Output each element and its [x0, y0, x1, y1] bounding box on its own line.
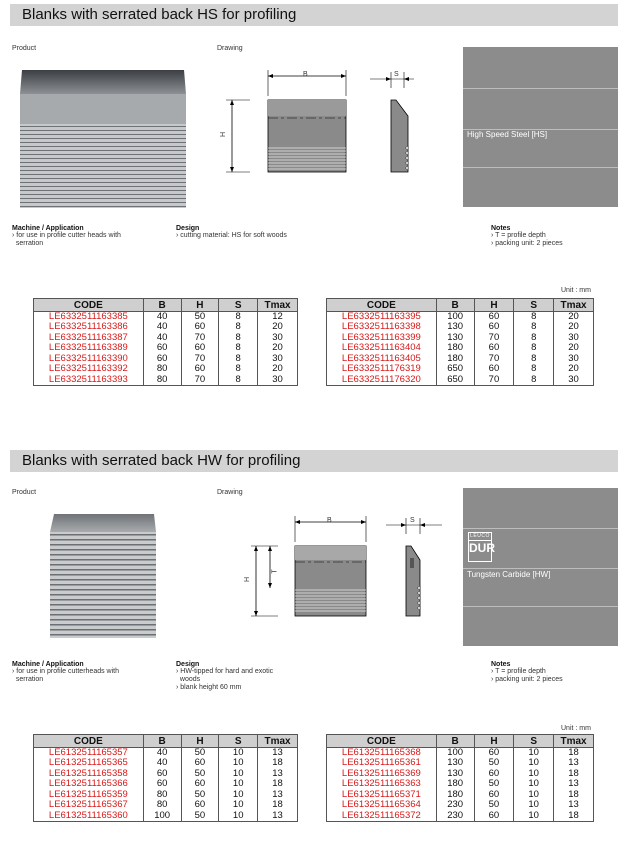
cell-h: 70 [474, 354, 514, 365]
cell-tmax: 18 [258, 800, 298, 811]
col-header-tmax: Tmax [554, 299, 594, 312]
cell-b: 40 [143, 322, 181, 333]
cell-code: LE6332511163387 [34, 333, 144, 344]
cell-s: 8 [514, 312, 554, 323]
table-row [34, 779, 298, 790]
section1-material-panel [463, 47, 618, 207]
cell-b: 40 [143, 758, 181, 769]
cell-h: 60 [474, 748, 514, 759]
section2-machine-line: serration [12, 676, 44, 683]
cell-code: LE6332511163399 [327, 333, 437, 344]
section2-notes-line: › T = profile depth [491, 668, 546, 675]
col-header-b: B [143, 735, 181, 748]
cell-h: 60 [181, 343, 219, 354]
table-row [327, 811, 594, 822]
cell-h: 60 [181, 758, 219, 769]
cell-tmax: 30 [258, 375, 298, 386]
section1-design-line: › cutting material: HS for soft woods [176, 232, 287, 239]
col-header-h: H [181, 735, 219, 748]
cell-tmax: 20 [258, 322, 298, 333]
col-header-code: CODE [34, 735, 144, 748]
cell-h: 70 [474, 375, 514, 386]
cell-s: 8 [219, 333, 258, 344]
cell-s: 10 [219, 758, 258, 769]
cell-h: 50 [474, 779, 514, 790]
cell-h: 50 [474, 758, 514, 769]
section1-notes-line: › packing unit: 2 pieces [491, 240, 563, 247]
cell-code: LE6332511163393 [34, 375, 144, 386]
cell-tmax: 30 [554, 333, 594, 344]
section1-machine-block [12, 225, 121, 248]
cell-s: 8 [219, 343, 258, 354]
col-header-tmax: Tmax [258, 735, 298, 748]
cell-b: 100 [143, 811, 181, 822]
cell-tmax: 18 [554, 748, 594, 759]
cell-b: 100 [436, 312, 474, 323]
section2-machine-heading: Machine / Application [12, 661, 84, 668]
logo-bottom-text: DUR [469, 541, 495, 555]
section2-notes-heading: Notes [491, 661, 511, 668]
cell-code: LE6132511165367 [34, 800, 144, 811]
cell-b: 80 [143, 800, 181, 811]
section1-product-photo [20, 68, 186, 208]
cell-tmax: 20 [554, 364, 594, 375]
cell-tmax: 13 [258, 769, 298, 780]
cell-code: LE6132511165363 [327, 779, 437, 790]
col-header-b: B [436, 299, 474, 312]
cell-h: 50 [181, 769, 219, 780]
section1-design-heading: Design [176, 225, 200, 232]
cell-s: 10 [219, 800, 258, 811]
cell-s: 8 [219, 375, 258, 386]
cell-b: 130 [436, 769, 474, 780]
table-row [34, 758, 298, 769]
cell-h: 50 [181, 790, 219, 801]
cell-code: LE6132511165368 [327, 748, 437, 759]
cell-code: LE6132511165359 [34, 790, 144, 801]
cell-h: 60 [474, 811, 514, 822]
section1-notes-block [491, 225, 563, 248]
cell-h: 50 [181, 811, 219, 822]
section1-unit: Unit : mm [561, 287, 591, 294]
col-header-code: CODE [327, 735, 437, 748]
cell-s: 8 [219, 354, 258, 365]
section1-notes-heading: Notes [491, 225, 511, 232]
cell-code: LE6132511165357 [34, 748, 144, 759]
cell-s: 10 [514, 790, 554, 801]
col-header-code: CODE [327, 299, 437, 312]
cell-h: 70 [181, 333, 219, 344]
table-row [327, 758, 594, 769]
section2-dim-b: B [327, 517, 332, 524]
cell-b: 180 [436, 354, 474, 365]
table-row [34, 811, 298, 822]
section2-dim-h: H [244, 576, 252, 583]
section1-dim-s: S [394, 71, 399, 78]
cell-b: 60 [143, 343, 181, 354]
cell-s: 10 [219, 779, 258, 790]
section2-design-block [176, 661, 273, 692]
table-row [327, 322, 594, 333]
cell-b: 180 [436, 790, 474, 801]
section2-table-right [326, 734, 594, 822]
cell-b: 130 [436, 333, 474, 344]
cell-s: 10 [514, 758, 554, 769]
cell-s: 8 [514, 343, 554, 354]
cell-h: 50 [181, 748, 219, 759]
cell-h: 60 [474, 312, 514, 323]
section2-product-label: Product [12, 489, 37, 496]
cell-tmax: 30 [258, 354, 298, 365]
cell-tmax: 13 [258, 811, 298, 822]
cell-code: LE6132511165365 [34, 758, 144, 769]
cell-s: 10 [514, 748, 554, 759]
col-header-s: S [219, 299, 258, 312]
cell-h: 70 [474, 333, 514, 344]
cell-s: 10 [514, 800, 554, 811]
col-header-h: H [474, 299, 514, 312]
table-row [327, 343, 594, 354]
cell-tmax: 18 [554, 811, 594, 822]
cell-s: 10 [514, 811, 554, 822]
section2-drawing-label: Drawing [217, 489, 243, 496]
section1-material-label: High Speed Steel [HS] [467, 130, 548, 139]
table-row [327, 375, 594, 386]
cell-tmax: 30 [258, 333, 298, 344]
section1-table-left [33, 298, 298, 386]
cell-tmax: 13 [258, 790, 298, 801]
cell-b: 80 [143, 790, 181, 801]
table-row [327, 364, 594, 375]
cell-code: LE6332511176320 [327, 375, 437, 386]
cell-code: LE6132511165369 [327, 769, 437, 780]
section1-table-right [326, 298, 594, 386]
cell-b: 40 [143, 333, 181, 344]
cell-tmax: 20 [554, 322, 594, 333]
section2-material-label: Tungsten Carbide [HW] [467, 570, 551, 579]
section2-design-line: › HW-tipped for hard and exotic [176, 668, 274, 675]
section2-material-panel [463, 488, 618, 646]
section2-notes-line: › packing unit: 2 pieces [491, 676, 563, 683]
cell-h: 60 [181, 364, 219, 375]
cell-h: 60 [181, 779, 219, 790]
cell-h: 60 [474, 769, 514, 780]
cell-tmax: 20 [554, 312, 594, 323]
cell-tmax: 13 [554, 800, 594, 811]
section1-design-block [176, 225, 287, 240]
cell-s: 8 [514, 333, 554, 344]
cell-code: LE6332511163405 [327, 354, 437, 365]
section1-product-label: Product [12, 45, 37, 52]
section2-product-photo [50, 512, 156, 638]
col-header-b: B [436, 735, 474, 748]
cell-b: 650 [436, 375, 474, 386]
section1-machine-line: serration [12, 240, 44, 247]
cell-tmax: 20 [554, 343, 594, 354]
col-header-h: H [181, 299, 219, 312]
cell-code: LE6132511165360 [34, 811, 144, 822]
table-row [34, 375, 298, 386]
col-header-b: B [143, 299, 181, 312]
cell-b: 650 [436, 364, 474, 375]
cell-s: 10 [514, 779, 554, 790]
section2-machine-block [12, 661, 119, 684]
table-row [34, 322, 298, 333]
cell-s: 8 [219, 364, 258, 375]
table-row [34, 800, 298, 811]
cell-h: 50 [181, 312, 219, 323]
cell-s: 10 [219, 748, 258, 759]
section2-notes-block [491, 661, 563, 684]
cell-code: LE6332511163404 [327, 343, 437, 354]
cell-tmax: 20 [258, 343, 298, 354]
section2-machine-line: › for use in profile cutterheads with [12, 668, 119, 675]
cell-b: 60 [143, 354, 181, 365]
col-header-tmax: Tmax [554, 735, 594, 748]
cell-code: LE6132511165372 [327, 811, 437, 822]
cell-s: 8 [514, 322, 554, 333]
cell-h: 60 [474, 322, 514, 333]
cell-b: 60 [143, 769, 181, 780]
col-header-code: CODE [34, 299, 144, 312]
cell-b: 230 [436, 800, 474, 811]
cell-b: 80 [143, 364, 181, 375]
section1-title: Blanks with serrated back HS for profiling [10, 4, 618, 26]
cell-code: LE6132511165371 [327, 790, 437, 801]
cell-b: 40 [143, 748, 181, 759]
cell-code: LE6132511165358 [34, 769, 144, 780]
section2-title: Blanks with serrated back HW for profiling [10, 450, 618, 472]
cell-s: 8 [514, 375, 554, 386]
cell-h: 70 [181, 375, 219, 386]
cell-tmax: 13 [258, 748, 298, 759]
cell-b: 230 [436, 811, 474, 822]
section1-drawing [220, 62, 420, 182]
section2-design-line: › blank height 60 mm [176, 684, 242, 691]
table-row [327, 779, 594, 790]
cell-tmax: 13 [554, 758, 594, 769]
cell-tmax: 18 [258, 758, 298, 769]
cell-tmax: 20 [258, 364, 298, 375]
cell-h: 60 [181, 800, 219, 811]
col-header-h: H [474, 735, 514, 748]
cell-h: 60 [474, 364, 514, 375]
cell-h: 60 [474, 790, 514, 801]
cell-s: 8 [514, 364, 554, 375]
cell-code: LE6332511176319 [327, 364, 437, 375]
col-header-s: S [514, 735, 554, 748]
cell-tmax: 18 [554, 769, 594, 780]
logo-top-text: LEUCO [470, 533, 490, 539]
leucodur-logo [468, 532, 495, 562]
cell-code: LE6332511163398 [327, 322, 437, 333]
section1-notes-line: › T = profile depth [491, 232, 546, 239]
cell-h: 70 [181, 354, 219, 365]
cell-s: 10 [219, 790, 258, 801]
col-header-tmax: Tmax [258, 299, 298, 312]
cell-tmax: 13 [554, 779, 594, 790]
cell-h: 50 [474, 800, 514, 811]
cell-code: LE6332511163386 [34, 322, 144, 333]
cell-b: 40 [143, 312, 181, 323]
cell-h: 60 [181, 322, 219, 333]
cell-code: LE6332511163385 [34, 312, 144, 323]
section1-drawing-label: Drawing [217, 45, 243, 52]
cell-code: LE6332511163392 [34, 364, 144, 375]
section2-dim-t: T [271, 569, 279, 574]
cell-tmax: 18 [554, 790, 594, 801]
table-row [34, 343, 298, 354]
cell-code: LE6132511165361 [327, 758, 437, 769]
section1-machine-line: › for use in profile cutter heads with [12, 232, 121, 239]
col-header-s: S [219, 735, 258, 748]
section2-table-left [33, 734, 298, 822]
section2-unit: Unit : mm [561, 725, 591, 732]
cell-s: 8 [514, 354, 554, 365]
table-row [327, 800, 594, 811]
table-row [34, 364, 298, 375]
cell-code: LE6332511163390 [34, 354, 144, 365]
cell-tmax: 30 [554, 375, 594, 386]
cell-b: 130 [436, 758, 474, 769]
cell-tmax: 12 [258, 312, 298, 323]
section2-dim-s: S [410, 517, 415, 524]
section1-machine-heading: Machine / Application [12, 225, 84, 232]
cell-code: LE6132511165366 [34, 779, 144, 790]
section2-drawing [244, 508, 448, 628]
cell-s: 8 [219, 312, 258, 323]
section1-dim-b: B [303, 71, 308, 78]
cell-b: 180 [436, 779, 474, 790]
cell-tmax: 18 [258, 779, 298, 790]
cell-code: LE6332511163389 [34, 343, 144, 354]
cell-s: 10 [219, 769, 258, 780]
cell-b: 100 [436, 748, 474, 759]
cell-code: LE6332511163395 [327, 312, 437, 323]
cell-tmax: 30 [554, 354, 594, 365]
cell-s: 10 [514, 769, 554, 780]
cell-code: LE6132511165364 [327, 800, 437, 811]
section1-dim-h: H [220, 131, 228, 138]
cell-s: 10 [219, 811, 258, 822]
cell-b: 80 [143, 375, 181, 386]
section2-design-line: woods [176, 676, 201, 683]
cell-h: 60 [474, 343, 514, 354]
cell-b: 180 [436, 343, 474, 354]
cell-b: 60 [143, 779, 181, 790]
col-header-s: S [514, 299, 554, 312]
section2-design-heading: Design [176, 661, 200, 668]
cell-s: 8 [219, 322, 258, 333]
cell-b: 130 [436, 322, 474, 333]
